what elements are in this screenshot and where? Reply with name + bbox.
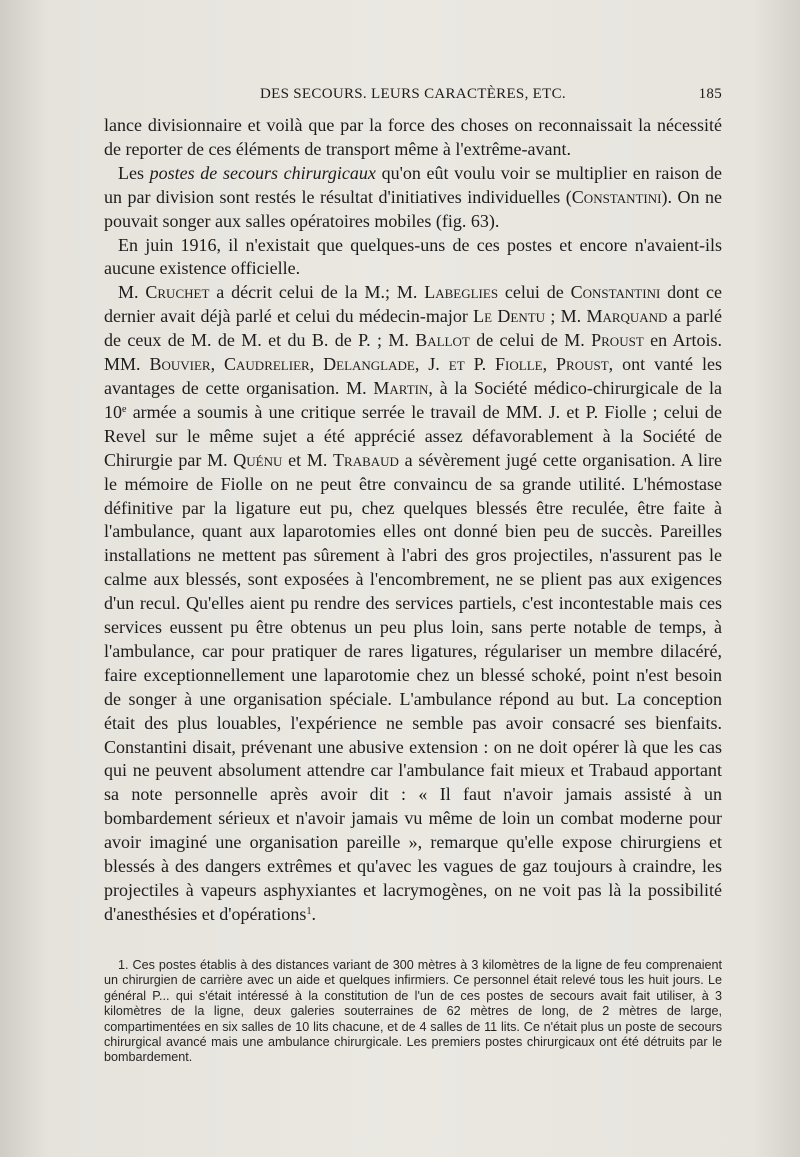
p4-text-g: de celui de M.: [469, 330, 592, 351]
p4-text-f: a parlé de ceux de M. de M. et du B. de P. ; M.: [104, 306, 722, 351]
p4-text-a: M.: [118, 282, 146, 303]
paragraph-3: En juin 1916, il n'existait que quelques-uns de ces postes et encore n'avaient-ils aucune existence officielle.: [104, 234, 722, 279]
paragraph-2: [104, 162, 722, 234]
p4-text-h: en Artois. MM.: [104, 330, 722, 375]
paragraph-1: lance divisionnaire et voilà que par la force des choses on reconnaissait la nécessité de reporter de ces éléments de transport même à l'extrême-avant.: [104, 115, 722, 159]
p4-superscript-e: e: [122, 403, 127, 415]
p4-name-proust: Proust: [591, 330, 644, 351]
p4-name-marquand: Marquand: [586, 306, 668, 327]
p4-text-m: a sévèrement jugé cette organisation. A lire le mémoire de Fiolle on ne peut être convaincu de sa grande utilité. L'hémostase définitive par la ligature eut pu, chez quelques blessés être reculée, être faite à l'ambulance, quant aux laparotomies elles ont donné bien peu de succès. Pareilles installations ne mettent pas sûrement à l'abri des gros projectiles, n'assurent pas le calme aux blessés, sont exposées à l'encombrement, ne se plient pas aux exigences d'un recul. Qu'elles aient pu rendre des services partiels, c'est incontestable mais ces services eussent pu être obtenus un peu plus loin, sans perte notable de temps, à l'ambulance, car pour pratiquer de rares ligatures, régulariser un membre dilacéré, faire exceptionnellement une laparotomie chez un blessé schoké, point n'est besoin de songer à une organisation spéciale. L'ambulance répond au but. La conception était des plus louables, l'expérience ne semble pas avoir consacré ses bienfaits. Constantini disait, prévenant une abusive extension : on ne doit opérer là que les cas qui ne peuvent absolument attendre car l'ambulance fait mieux et Trabaud apportant sa note personnelle après avoir dit : « Il faut n'avoir jamais assisté à un bombardement sérieux et n'avoir jamais vu même de loin un combat moderne pour avoir imaginé une organisation pareille », remarque qu'elle expose chirurgiens et blessés à des dangers extrêmes et qu'avec les vagues de gaz toujours à craindre, les projectiles à vapeurs asphyxiantes et lacrymogènes, on ne voit pas là la possibilité d'anesthésies et d'opérations: [104, 449, 722, 924]
p4-text-e: ; M.: [545, 306, 587, 327]
p4-name-quenu: Quénu: [233, 449, 283, 470]
p4-text-i: , ont vanté les avantages de cette organisation. M.: [104, 354, 722, 398]
p4-name-martin: Martin: [373, 377, 429, 398]
running-header: [104, 86, 722, 108]
p4-name-labeglies: Labeglies: [424, 282, 499, 303]
p4-text-c: celui de: [498, 282, 571, 303]
paragraph-4: [104, 281, 722, 926]
main-text: [104, 114, 722, 927]
p4-name-ballot: Ballot: [415, 330, 470, 351]
p4-text-k: armée a soumis à une critique serrée le travail de MM. J. et P. Fiolle ; celui de Revel sur le même sujet a été apprécié assez défavorablement à la Société de Chirurgie par M.: [104, 401, 722, 470]
p2-italic-term: postes de secours chirurgicaux: [149, 162, 376, 183]
p2-text-a: Les: [118, 162, 150, 183]
p4-text-end: .: [311, 903, 316, 924]
p4-name-cruchet: Cruchet: [145, 282, 210, 303]
p2-text-b: qu'on eût voulu voir se multiplier en raison de un par division sont restés le résultat d'initiatives individuelles (: [104, 162, 722, 207]
p4-text-b: a décrit celui de la M.; M.: [209, 282, 425, 303]
p2-text-c: ). On ne pouvait songer aux salles opératoires mobiles (fig. 63).: [104, 186, 722, 231]
footnote-text: 1. Ces postes établis à des distances variant de 300 mètres à 3 kilomètres de la ligne de feu comprenaient un chirurgien de carrière avec un aide et quelques infirmiers. Ce personnel était relevé tous les huit jours. Le général P... qui s'était intéressé à la constitution de l'un de ces postes de secours avait fait utiliser, à 3 kilomètres de la ligne, deux galeries souterraines de 62 mètres de long, de 2 mètres de large, compartimentées en six salles de 10 lits chacune, et de 4 salles de 11 lits. Ce n'était plus un poste de secours chirurgical avancé mais une ambulance chirurgicale. Les premiers postes chirurgicaux ont été détruits par le bombardement.: [104, 958, 722, 1065]
footnote: [104, 958, 722, 1066]
p4-name-le-dentu: Le Dentu: [473, 306, 546, 327]
p4-names-list: Bouvier, Caudrelier, Delanglade, J. et P. Fiolle, Proust: [149, 354, 609, 375]
p4-text-j: , à la Société médico-chirurgicale de la 10: [104, 377, 722, 422]
p4-name-constantini: Constantini: [570, 282, 661, 303]
running-title: DES SECOURS. LEURS CARACTÈRES, ETC.: [260, 86, 566, 102]
p4-text-d: dont ce dernier avait déjà parlé et celui du médecin-major: [104, 282, 722, 327]
footnote-reference: 1: [306, 905, 312, 917]
p2-name-constantini: Constantini: [571, 186, 662, 207]
p4-text-l: et M.: [282, 449, 334, 470]
page-number: 185: [698, 86, 722, 102]
p4-name-trabaud: Trabaud: [333, 449, 399, 470]
